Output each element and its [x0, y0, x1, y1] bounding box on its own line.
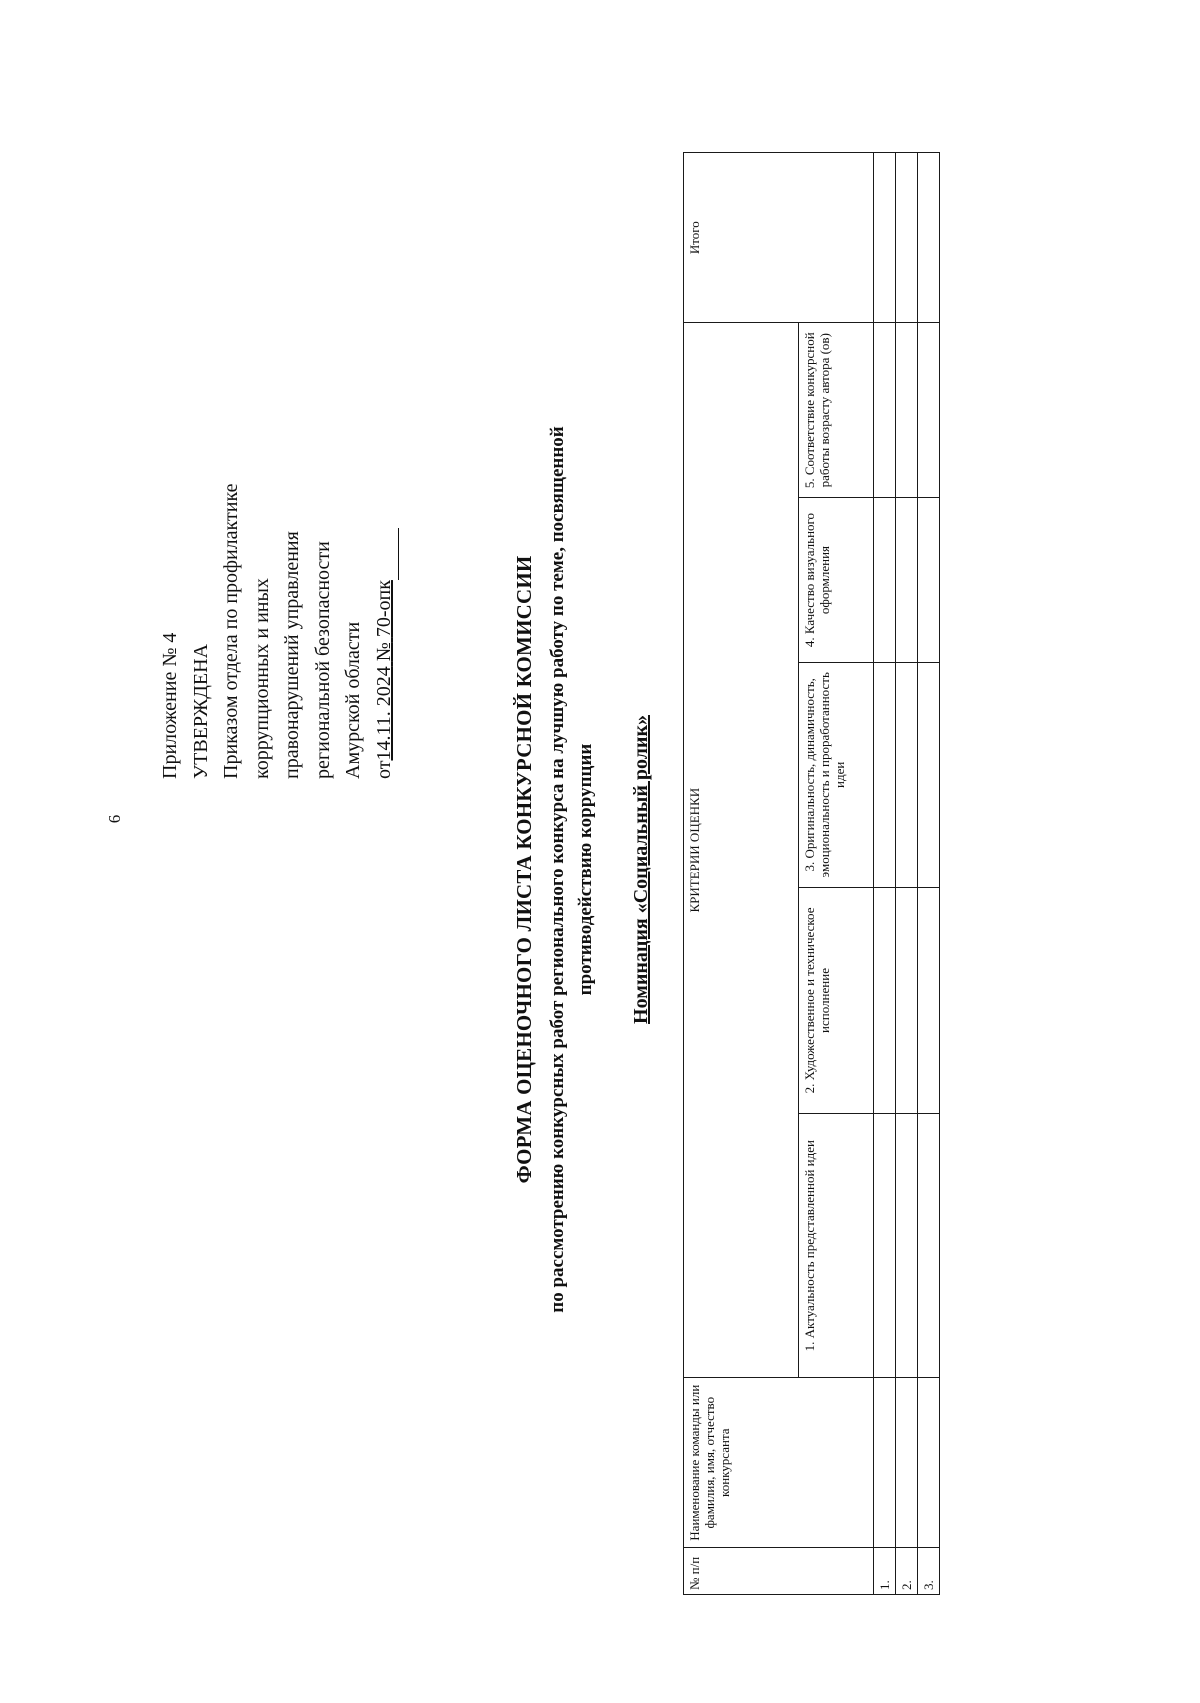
approval-line: Приказом отдела по профилактике	[220, 483, 242, 779]
approval-line: региональной безопасности	[311, 541, 334, 779]
document-subtitle-line1: по рассмотрению конкурсных работ регионального конкурса на лучшую работу по теме, посвященной	[547, 426, 568, 1313]
date-prefix: от	[372, 760, 395, 779]
row-score-cell[interactable]	[896, 887, 918, 1114]
row-number: 1.	[874, 1548, 896, 1595]
table-header-row	[684, 153, 799, 1595]
row-score-cell[interactable]	[874, 323, 896, 498]
header-name: Наименование команды или фамилия, имя, отчество конкурсанта	[684, 1378, 874, 1548]
header-number: № п/п	[684, 1548, 874, 1595]
nomination-heading: Номинация «Социальный ролик»	[630, 715, 652, 1024]
approval-date: 14.11. 2024	[372, 666, 395, 761]
row-score-cell[interactable]	[918, 323, 940, 498]
header-criteria-group: КРИТЕРИИ ОЦЕНКИ	[684, 323, 799, 1378]
approval-line: Амурской области	[342, 621, 364, 779]
row-number: 2.	[896, 1548, 918, 1595]
page-number: 6	[105, 814, 124, 824]
header-criterion-5: 5. Соответствие конкурсной работы возрасту автора (ов)	[799, 323, 874, 498]
row-score-cell[interactable]	[918, 1114, 940, 1378]
row-name-cell[interactable]	[896, 1378, 918, 1548]
row-total-cell[interactable]	[896, 153, 918, 323]
header-criterion-1: 1. Актуальность представленной идеи	[799, 1114, 874, 1378]
header-criterion-2: 2. Художественное и техническое исполнение	[799, 887, 874, 1114]
row-name-cell[interactable]	[918, 1378, 940, 1548]
row-score-cell[interactable]	[874, 1114, 896, 1378]
table-row	[874, 153, 896, 1595]
approval-number: 70-опк	[372, 580, 395, 638]
score-sheet-table	[683, 152, 940, 1595]
approval-line: правонарушений управления	[281, 531, 303, 779]
row-score-cell[interactable]	[874, 663, 896, 888]
approval-date-line	[369, 339, 400, 779]
header-criterion-4: 4. Качество визуального оформления	[799, 498, 874, 663]
row-score-cell[interactable]	[918, 663, 940, 888]
underline-fill	[378, 528, 399, 580]
row-score-cell[interactable]	[896, 663, 918, 888]
table-row	[896, 153, 918, 1595]
row-number: 3.	[918, 1548, 940, 1595]
row-score-cell[interactable]	[874, 498, 896, 663]
document-subtitle-line2: противодействию коррупции	[575, 743, 596, 996]
row-score-cell[interactable]	[896, 1114, 918, 1378]
row-score-cell[interactable]	[918, 887, 940, 1114]
approval-line: Приложение № 4	[159, 632, 181, 779]
row-total-cell[interactable]	[918, 153, 940, 323]
header-criterion-3: 3. Оригинальность, динамичность, эмоциональность и проработанность идеи	[799, 663, 874, 888]
number-prefix: №	[372, 642, 395, 662]
row-name-cell[interactable]	[874, 1378, 896, 1548]
row-score-cell[interactable]	[896, 498, 918, 663]
rotated-document	[105, 130, 975, 1609]
approval-line: УТВЕРЖДЕНА	[189, 643, 212, 779]
approval-stamp	[155, 339, 399, 779]
title-block	[510, 130, 600, 1609]
row-score-cell[interactable]	[874, 887, 896, 1114]
row-total-cell[interactable]	[874, 153, 896, 323]
table-row	[918, 153, 940, 1595]
document-title: ФОРМА ОЦЕНОЧНОГО ЛИСТА КОНКУРСНОЙ КОМИССИИ	[512, 555, 536, 1184]
row-score-cell[interactable]	[918, 498, 940, 663]
approval-line: коррупционных и иных	[250, 578, 273, 779]
row-score-cell[interactable]	[896, 323, 918, 498]
header-total: Итого	[684, 153, 874, 323]
